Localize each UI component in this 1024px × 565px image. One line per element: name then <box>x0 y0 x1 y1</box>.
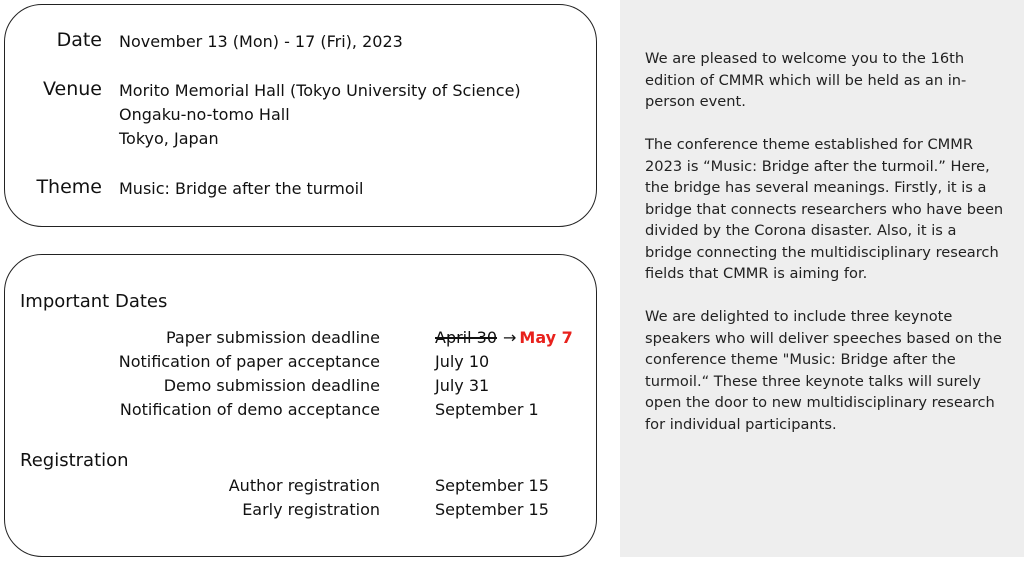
theme-label: Theme <box>36 176 102 198</box>
date-row-paper-notification <box>5 350 595 374</box>
date-value: November 13 (Mon) - 17 (Fri), 2023 <box>119 32 403 51</box>
venue-line: Morito Memorial Hall (Tokyo University of Science) <box>119 81 521 100</box>
important-dates-title: Important Dates <box>20 291 168 312</box>
date-row-value <box>435 326 573 350</box>
date-row-label: Paper submission deadline <box>165 328 380 347</box>
date-row-value: July 10 <box>435 352 490 371</box>
old-deadline: April 30 <box>435 328 498 347</box>
venue-line: Ongaku-no-tomo Hall <box>119 105 290 124</box>
venue-value <box>119 79 521 151</box>
venue-label: Venue <box>43 78 102 100</box>
date-row-demo-submission <box>5 374 595 398</box>
welcome-text <box>645 48 1007 457</box>
registration-row-early <box>5 498 595 522</box>
registration-row-value: September 15 <box>435 476 549 495</box>
registration-row-author <box>5 474 595 498</box>
registration-row-value: September 15 <box>435 500 549 519</box>
date-row-label: Notification of paper acceptance <box>118 352 380 371</box>
new-deadline: May 7 <box>519 328 573 347</box>
important-dates-box <box>4 254 597 557</box>
registration-row-label: Early registration <box>242 500 380 519</box>
registration-row-label: Author registration <box>228 476 380 495</box>
event-info-box <box>4 4 597 227</box>
date-row-demo-notification <box>5 398 595 422</box>
date-row-paper-submission <box>5 326 595 350</box>
date-row-value: July 31 <box>435 376 490 395</box>
date-row-label: Demo submission deadline <box>163 376 380 395</box>
date-row-label: Notification of demo acceptance <box>119 400 380 419</box>
date-row-value: September 1 <box>435 400 539 419</box>
right-arrow-icon: → <box>503 328 517 347</box>
welcome-paragraph: The conference theme established for CMMR 2023 is “Music: Bridge after the turmoil.” Here, the bridge has several meanings. Firstly, it is a bridge that connects researchers who have been divided by the Corona disaster. Also, it is a bridge connecting the multidisciplinary research fields that CMMR is aiming for. <box>645 136 1004 282</box>
venue-line: Tokyo, Japan <box>119 129 219 148</box>
date-label: Date <box>56 29 102 51</box>
welcome-paragraph: We are delighted to include three keynote speakers who will deliver speeches based on the conference theme "Music: Bridge after the turmoil.“ These three keynote talks will surely open the door to new multidisciplinary research for individual participants. <box>645 308 1002 433</box>
registration-title: Registration <box>20 450 129 471</box>
welcome-paragraph: We are pleased to welcome you to the 16th edition of CMMR which will be held as an in-person event. <box>645 50 967 110</box>
theme-value: Music: Bridge after the turmoil <box>119 179 364 198</box>
welcome-panel <box>620 0 1024 557</box>
